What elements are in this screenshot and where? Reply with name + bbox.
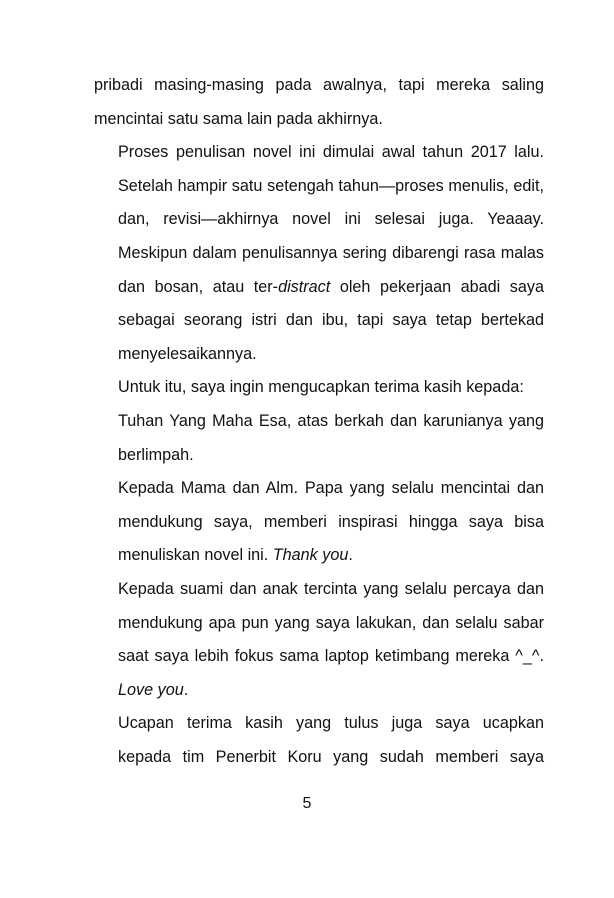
text-run: dan bosan, atau ter-: [118, 277, 279, 296]
paragraph: [94, 707, 544, 774]
body-text: [94, 69, 544, 774]
text-run: .: [348, 546, 353, 565]
text-line: Kepada suami dan anak tercinta yang selalu percaya dan: [118, 579, 544, 598]
text-line: mendukung saya, memberi inspirasi hingga saya bisa: [118, 512, 544, 531]
text-line: [94, 674, 544, 708]
text-line: saat saya lebih fokus sama laptop ketimbang mereka ^_^.: [118, 647, 544, 666]
italic-text-run: Love you: [118, 680, 184, 699]
text-run: .: [183, 680, 189, 699]
paragraph: [94, 371, 544, 405]
text-line: dan, revisi—akhirnya novel ini selesai juga. Yeaaay.: [118, 210, 544, 229]
text-run: menuliskan novel ini.: [118, 546, 273, 565]
text-line: menyelesaikannya.: [118, 344, 257, 363]
page-number: 5: [302, 795, 312, 812]
text-line: Ucapan terima kasih yang tulus juga saya ucapkan: [118, 714, 544, 733]
text-line: Kepada Mama dan Alm. Papa yang selalu mencintai dan: [118, 479, 544, 498]
italic-text-run: Thank you: [272, 546, 349, 565]
paragraph: [94, 136, 544, 371]
italic-text-run: distract: [278, 277, 331, 296]
text-line: berlimpah.: [118, 445, 194, 464]
text-line: [94, 271, 544, 305]
text-line: sebagai seorang istri dan ibu, tapi saya tetap bertekad: [118, 311, 544, 330]
paragraph: [94, 405, 544, 472]
text-line: [94, 539, 544, 573]
text-line: mencintai satu sama lain pada akhirnya.: [94, 109, 383, 128]
text-line: Proses penulisan novel ini dimulai awal tahun 2017 lalu.: [118, 143, 544, 162]
paragraph: [94, 472, 544, 573]
paragraph: [94, 573, 544, 707]
text-line: kepada tim Penerbit Koru yang sudah memberi saya: [118, 747, 544, 766]
text-line: Untuk itu, saya ingin mengucapkan terima kasih kepada:: [118, 378, 524, 397]
text-line: Setelah hampir satu setengah tahun—proses menulis, edit,: [118, 176, 544, 195]
text-line: Tuhan Yang Maha Esa, atas berkah dan karunianya yang: [118, 411, 544, 430]
paragraph: [94, 69, 544, 136]
text-run: oleh pekerjaan abadi saya: [330, 277, 544, 296]
text-line: pribadi masing-masing pada awalnya, tapi mereka saling: [94, 76, 544, 94]
text-line: Meskipun dalam penulisannya sering dibarengi rasa malas: [118, 243, 544, 262]
text-line: mendukung apa pun yang saya lakukan, dan selalu sabar: [118, 613, 544, 632]
